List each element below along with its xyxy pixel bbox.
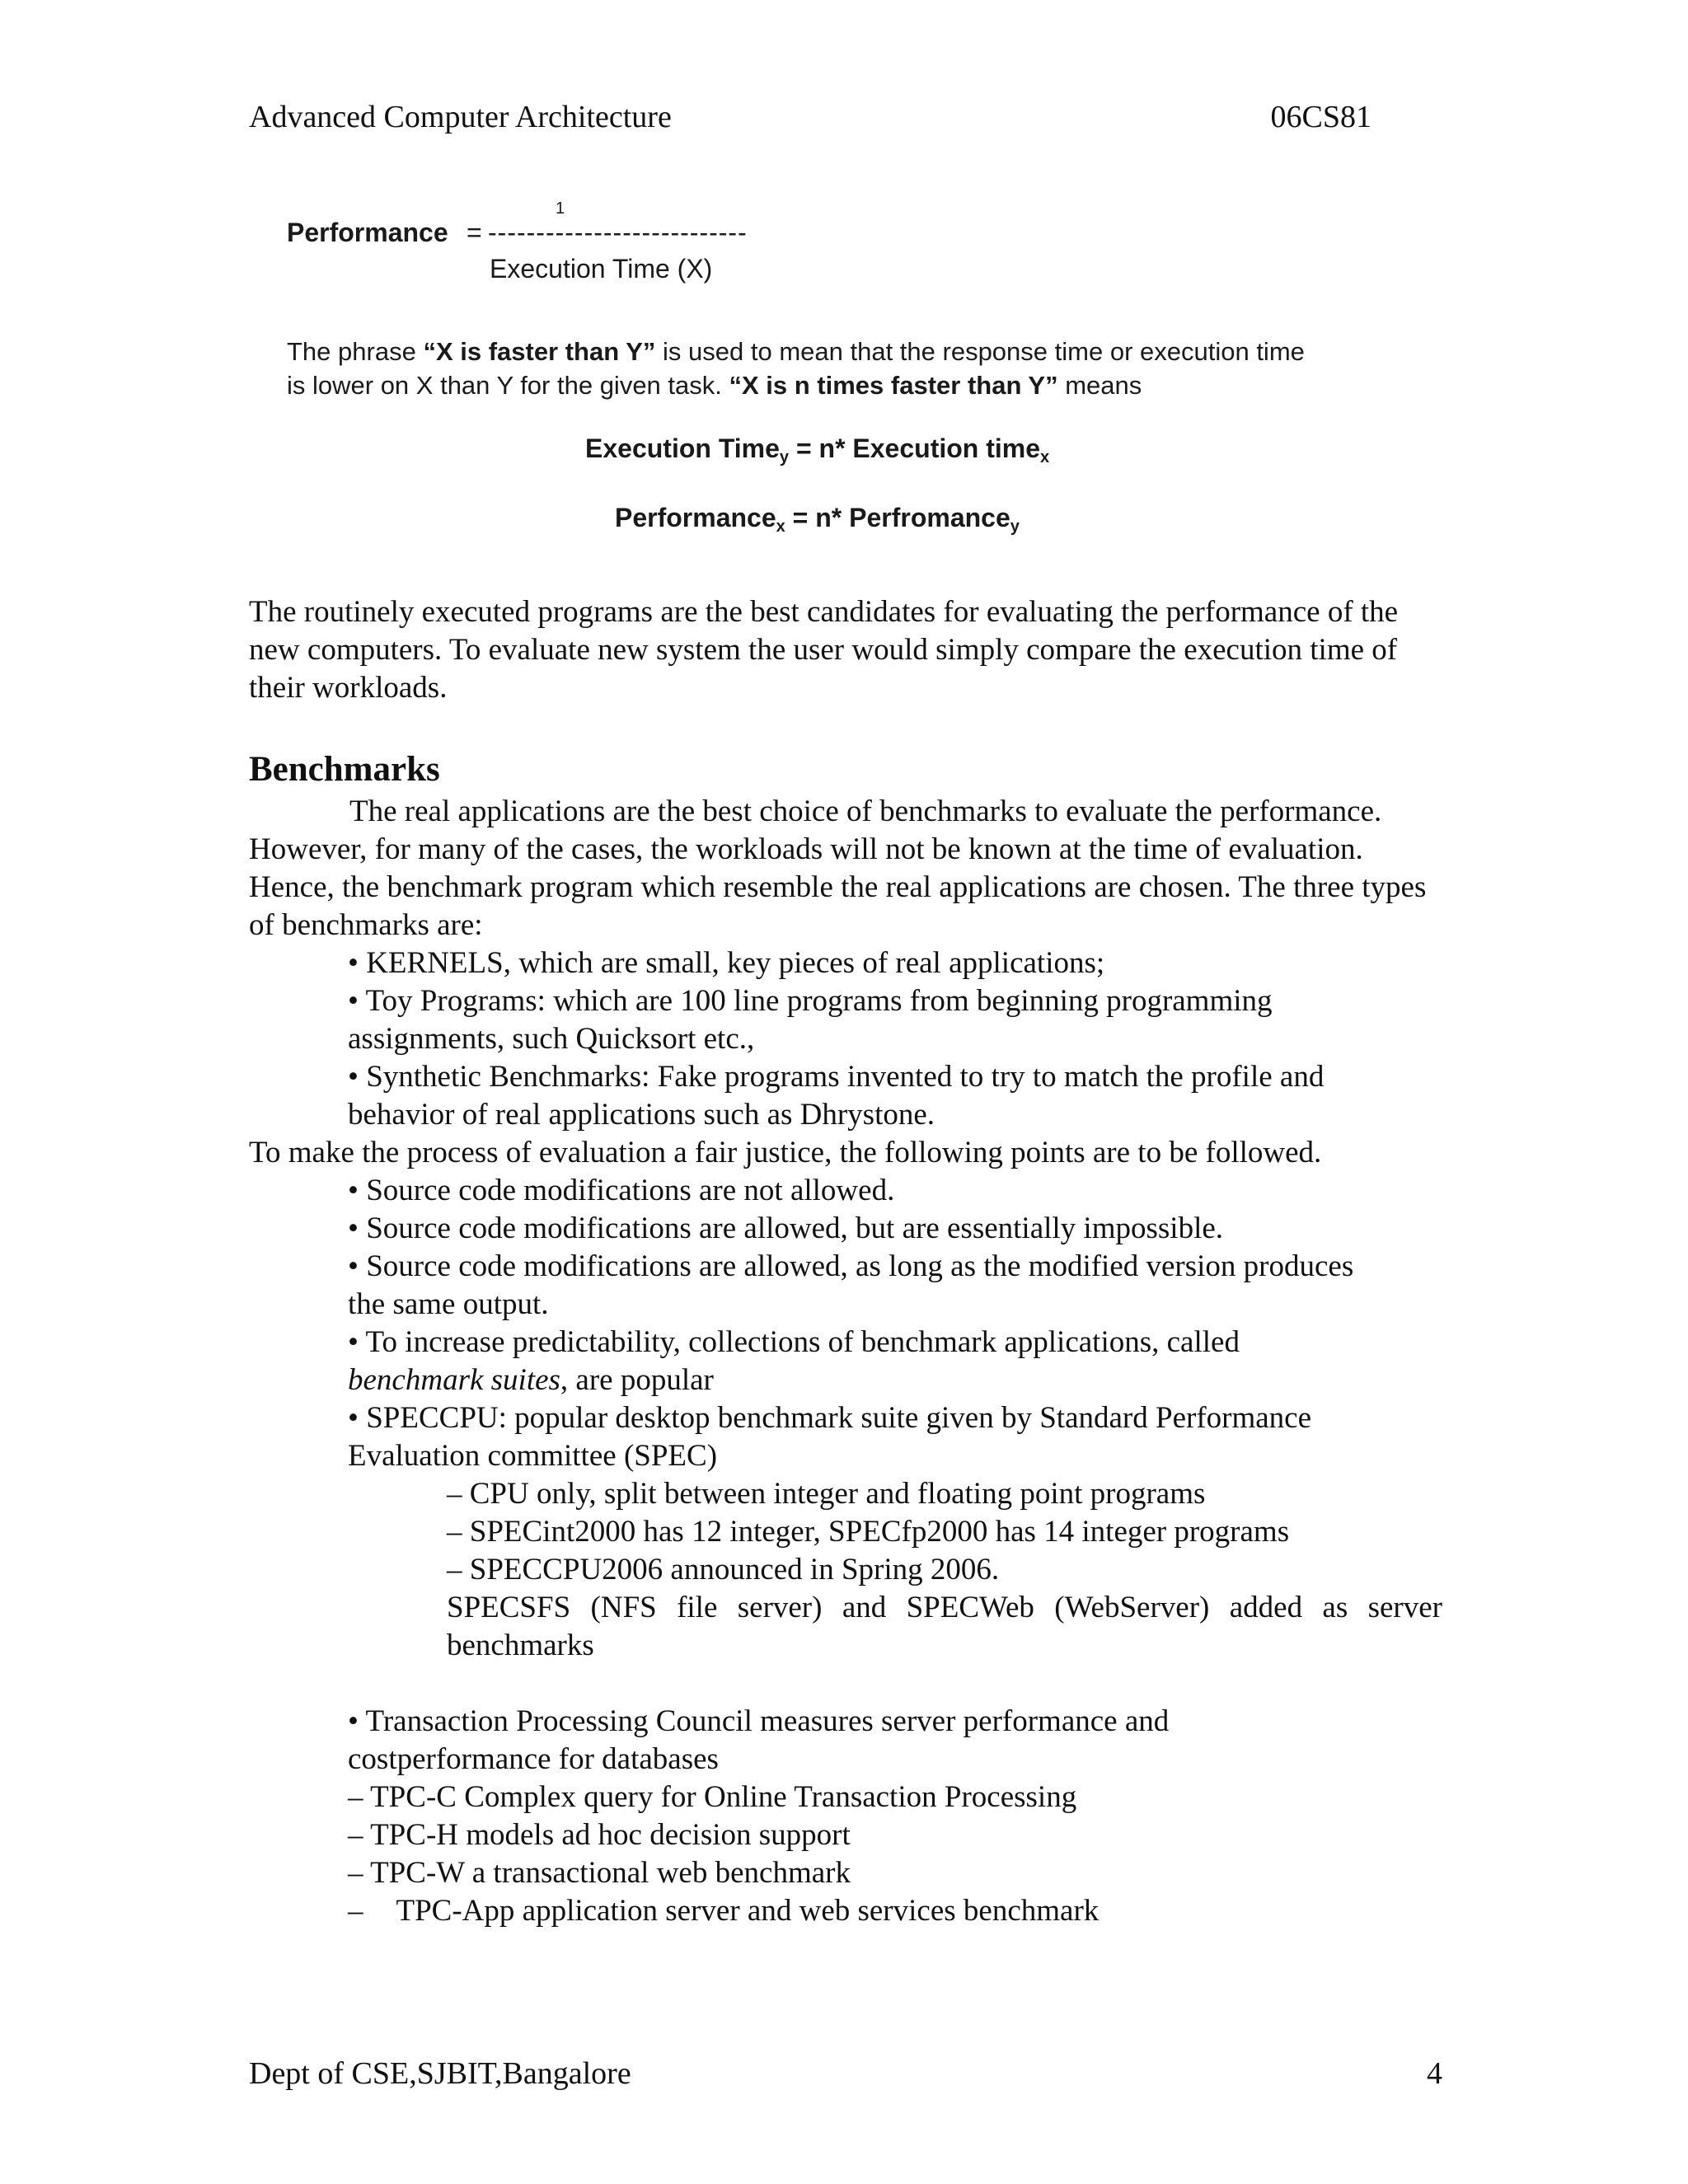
sub-list-item: – TPC-W a transactional web benchmark — [348, 1856, 851, 1890]
workload-paragraph: The routinely executed programs are the best candidates for evaluating the performance of the new computers. To evaluate new system the user would simply compare the execution time of their workloads. — [249, 595, 1399, 705]
eq-text: = n* Perfromance — [785, 503, 1010, 532]
sub-list-item — [348, 1892, 1099, 1930]
faster-phrase — [287, 335, 1383, 402]
phrase-text: is used to mean that the response time or execution time — [655, 337, 1305, 366]
eq-subscript: y — [1010, 518, 1020, 536]
specsfs-line-continuation: benchmarks — [447, 1629, 594, 1662]
eq-subscript: y — [779, 448, 790, 466]
sub-list-item: – SPECCPU2006 announced in Spring 2006. — [447, 1553, 1000, 1586]
benchmarks-intro: The real applications are the best choice of benchmarks to evaluate the performance. However, for many of the cases, the workloads will not be known at the time of evaluation. Hence, the benchmark program which resemble the real applications are chosen. The three types of benchmarks are: — [249, 794, 1427, 942]
course-title: Advanced Computer Architecture — [249, 100, 672, 134]
italic-term: benchmark suites — [348, 1363, 560, 1397]
list-item: • Synthetic Benchmarks: Fake programs invented to try to match the profile and — [348, 1060, 1325, 1094]
phrase-text: is lower on X than Y for the given task. — [287, 371, 729, 400]
eq-text: Performance — [615, 503, 776, 532]
page-header — [249, 97, 1372, 137]
page-number: 4 — [1427, 2056, 1442, 2091]
formula-fraction-bar: --------------------------- — [488, 218, 748, 247]
formula-numerator: 1 — [556, 199, 565, 218]
phrase-bold: “X is n times faster than Y” — [729, 371, 1058, 400]
list-item-continuation: behavior of real applications such as Dhrystone. — [348, 1098, 935, 1132]
sub-list-item: – TPC-H models ad hoc decision support — [348, 1818, 851, 1852]
course-code: 06CS81 — [1270, 100, 1372, 134]
specsfs-line: SPECSFS (NFS file server) and SPECWeb (WebServer) added as server — [447, 1591, 1442, 1624]
phrase-bold: “X is faster than Y” — [423, 337, 656, 366]
performance-equation — [287, 503, 1383, 537]
list-item: • Source code modifications are allowed, as long as the modified version produces — [348, 1249, 1354, 1283]
fair-evaluation-intro: To make the process of evaluation a fair justice, the following points are to be followed. — [249, 1136, 1322, 1169]
list-item: • Source code modifications are allowed, but are essentially impossible. — [348, 1212, 1224, 1245]
sub-list-item: – SPECint2000 has 12 integer, SPECfp2000 has 14 integer programs — [447, 1515, 1290, 1549]
sub-list-item: – CPU only, split between integer and floating point programs — [447, 1477, 1206, 1511]
eq-subscript: x — [1040, 448, 1050, 466]
eq-text: Execution Time — [585, 434, 780, 463]
list-dash: – — [348, 1894, 363, 1928]
list-item: • Source code modifications are not allowed. — [348, 1174, 895, 1207]
execution-time-equation — [287, 434, 1383, 467]
phrase-text: The phrase — [287, 337, 424, 366]
list-item: • KERNELS, which are small, key pieces of real applications; — [348, 946, 1105, 980]
list-item-continuation — [348, 1361, 714, 1399]
eq-text: = n* Execution time — [789, 434, 1041, 463]
list-item: • Toy Programs: which are 100 line programs from beginning programming — [348, 984, 1273, 1018]
list-item-continuation: assignments, such Quicksort etc., — [348, 1022, 755, 1056]
page-footer — [249, 2054, 1442, 2093]
formula-denominator: Execution Time (X) — [490, 254, 713, 284]
formula-performance-label: Performance — [287, 218, 448, 247]
sub-list-item: – TPC-C Complex query for Online Transaction Processing — [348, 1780, 1077, 1814]
phrase-text: means — [1057, 371, 1142, 400]
list-item-continuation: costperformance for databases — [348, 1742, 719, 1776]
list-text: , are popular — [560, 1363, 714, 1397]
list-item: • SPECCPU: popular desktop benchmark suite given by Standard Performance — [348, 1401, 1312, 1435]
list-item: • To increase predictability, collections of benchmark applications, called — [348, 1325, 1240, 1359]
list-item-continuation: Evaluation committee (SPEC) — [348, 1439, 718, 1473]
formula-equals: = — [467, 218, 482, 247]
formula-figure — [287, 194, 1383, 549]
section-heading-benchmarks: Benchmarks — [249, 750, 440, 789]
list-item-continuation: the same output. — [348, 1287, 549, 1321]
list-text: TPC-App application server and web services benchmark — [396, 1894, 1100, 1928]
list-item: • Transaction Processing Council measures server performance and — [348, 1704, 1170, 1738]
eq-subscript: x — [776, 518, 785, 536]
performance-formula — [287, 194, 864, 293]
department-label: Dept of CSE,SJBIT,Bangalore — [249, 2056, 631, 2091]
